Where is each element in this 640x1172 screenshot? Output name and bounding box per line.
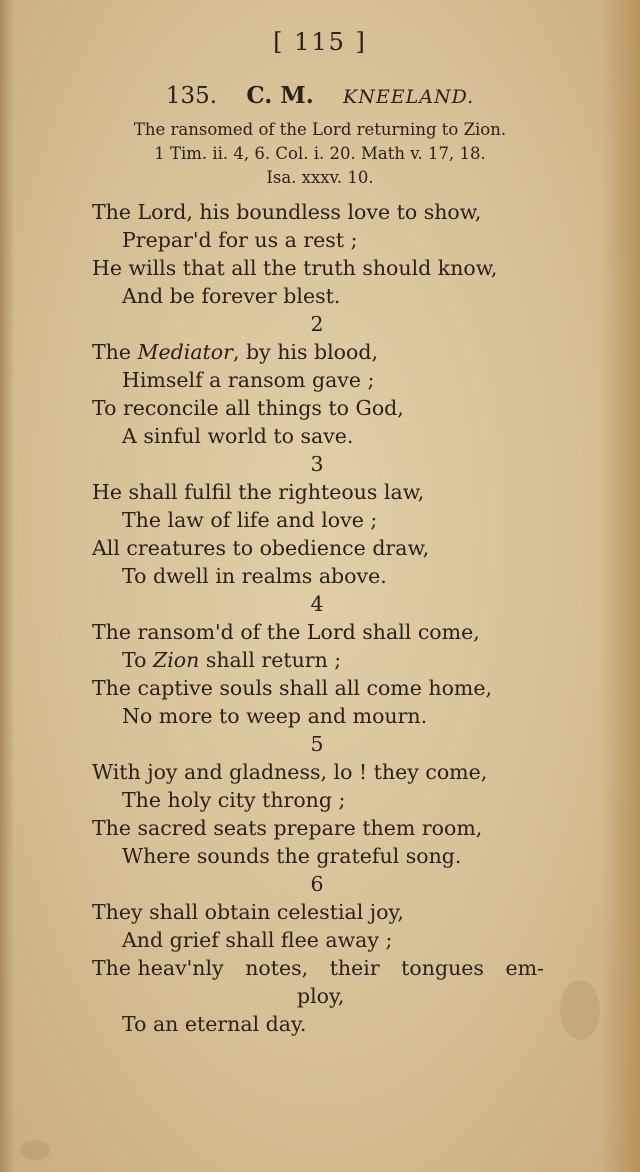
verse-text: To: [122, 648, 153, 672]
page-number: [ 115 ]: [273, 28, 367, 56]
verse-word: tongues: [401, 956, 484, 980]
verse-line: With joy and gladness, lo ! they come,: [92, 760, 488, 784]
verse-line: The law of life and love ;: [122, 508, 378, 532]
foxing-stain: [20, 1140, 50, 1160]
verse-line: And grief shall flee away ;: [122, 928, 393, 952]
foxing-stain: [560, 980, 600, 1040]
verse-line-justified: [92, 954, 544, 982]
verse-line: He wills that all the truth should know,: [92, 256, 498, 280]
stanza-number: 2: [310, 312, 324, 336]
verse-emphasis: Mediator: [137, 340, 233, 364]
subtitle-line: The ransomed of the Lord returning to Zion.: [133, 120, 507, 139]
scripture-references: Isa. xxxv. 10.: [266, 168, 374, 187]
verse-line: He shall fulfil the righteous law,: [92, 480, 425, 504]
stanza-4: [92, 590, 562, 730]
hymn-meter: C. M.: [246, 82, 314, 109]
verse-line: [92, 338, 562, 366]
verse-line: Himself a ransom gave ;: [122, 368, 375, 392]
hymn-tune: KNEELAND.: [343, 86, 475, 108]
verse-line: The Lord, his boundless love to show,: [92, 200, 482, 224]
verse-line: To reconcile all things to God,: [92, 396, 404, 420]
verse-line: The ransom'd of the Lord shall come,: [92, 620, 480, 644]
verse-text: The: [92, 340, 138, 364]
stanza-2: [92, 310, 562, 450]
verse-word: notes,: [245, 956, 309, 980]
stanza-3: [92, 450, 562, 590]
verse-emphasis: Zion: [152, 648, 200, 672]
verse-line: The holy city throng ;: [122, 788, 346, 812]
verse-line: All creatures to obedience draw,: [92, 536, 430, 560]
verse-line: They shall obtain celestial joy,: [92, 900, 404, 924]
verse-line: To an eternal day.: [122, 1012, 307, 1036]
stanza-6: [92, 870, 562, 1038]
stanza-5: [92, 730, 562, 870]
verse-line: The sacred seats prepare them room,: [92, 816, 483, 840]
stanza-number: 5: [310, 732, 324, 756]
verse-line: The captive souls shall all come home,: [92, 676, 493, 700]
stanza-number: 4: [310, 592, 324, 616]
verse-line: To dwell in realms above.: [122, 564, 387, 588]
hymn-text: [92, 198, 562, 1038]
verse-word: The heav'nly: [92, 956, 224, 980]
stanza-1: [92, 198, 562, 310]
verse-line: A sinful world to save.: [122, 424, 354, 448]
hymn-number: 135.: [165, 83, 218, 109]
verse-text: shall return ;: [199, 648, 342, 672]
hymn-subtitle: [0, 118, 640, 190]
verse-text: , by his blood,: [232, 340, 378, 364]
verse-word: em-: [505, 956, 544, 980]
verse-line-continuation: ploy,: [297, 984, 345, 1008]
verse-word: their: [329, 956, 380, 980]
verse-line: No more to weep and mourn.: [122, 704, 428, 728]
verse-line: Prepar'd for us a rest ;: [122, 228, 358, 252]
hymn-heading: [0, 82, 640, 109]
scripture-references: 1 Tim. ii. 4, 6. Col. i. 20. Math v. 17, 18.: [154, 144, 486, 163]
stanza-number: 6: [310, 872, 324, 896]
verse-line: [92, 646, 562, 674]
verse-line: Where sounds the grateful song.: [122, 844, 462, 868]
verse-line: And be forever blest.: [122, 284, 341, 308]
stanza-number: 3: [310, 452, 324, 476]
